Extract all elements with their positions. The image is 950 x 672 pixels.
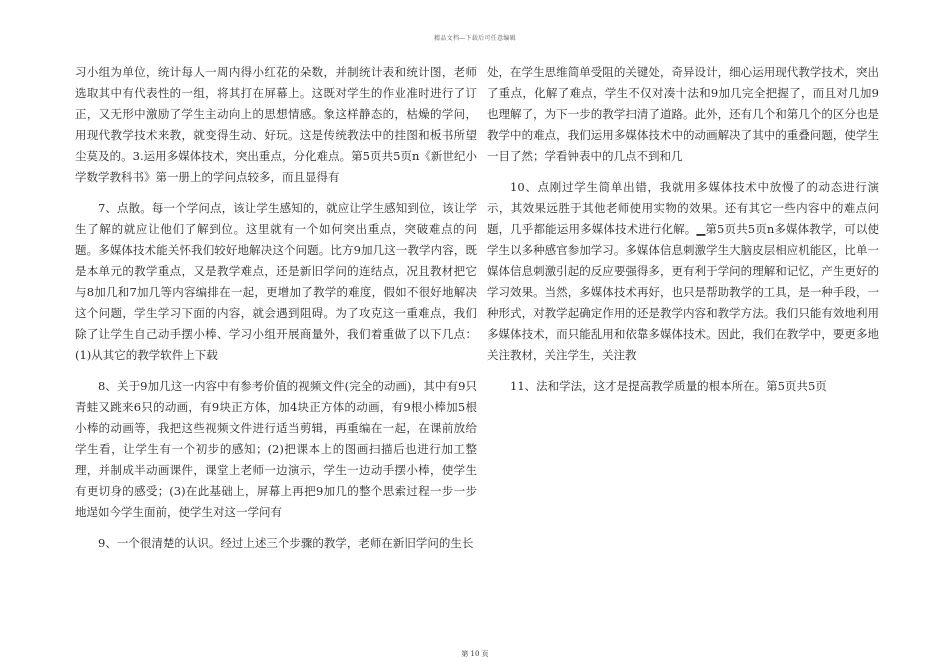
paragraph: 8、关于9加几这一内容中有参考价值的视频文件(完全的动画)，其中有9只青蛙又跳来6只的动画，有9块正方体，加4块正方体的动画，有9根小棒加5根小棒的动画等，我把这些视频文件进行适当剪辑，再重编在一起，在课前放给学生看，让学生有一个初步的感知；(2)把课本上的图画扫描后也进行加工整理，并制成半动画课件，课堂上老师一边演示，学生一边动手摆小棒，使学生有更切身的感受；(3)在此基础上，屏幕上再把9加几的整个思索过程一步一步地逞如今学生面前，使学生对这一学问有	[75, 379, 477, 519]
paragraph: 习小组为单位，统计每人一周内得小红花的朵数，并制统计表和统计图，老师选取其中有代表性的一组，将其打在屏幕上。这既对学生的作业准时进行了订正，又无形中激励了学生主动向上的思想情感。象这样静态的，枯燥的学问，用现代教学技术来教，就变得生动、好玩。这是传统教法中的挂图和板书所望尘莫及的。3.运用多媒体技术，突出重点，分化难点。第5页共5页n《新世纪小学数学教科书》第一册上的学问点较多，而且显得有	[75, 65, 477, 184]
left-column	[75, 62, 477, 564]
paragraph: 10、点刚过学生简单出错，我就用多媒体技术中放慢了的动态进行演示，其效果远胜于其他老师使用实物的效果。还有其它一些内容中的难点问题，几乎都能运用多媒体技术进行化解。▁第5页共5页n多媒体教学，可以使学生以多种感官参加学习。多媒体信息刺激学生大脑皮层相应机能区，比单一媒体信息刺激引起的反应要强得多，更有利于学问的理解和记忆，产生更好的学习效果。当然，多媒体技术再好，也只是帮助教学的工具，是一种手段，一种形式，对教学起确定作用的还是教学内容和教学方法。我们只能有效地利用多媒体技术，而只能乱用和依靠多媒体技术。因此，我们在教学中，要更多地关注教材，关注学生，关注教	[487, 180, 879, 362]
right-column	[487, 62, 879, 407]
page-number: 第 10 页	[461, 650, 489, 658]
paragraph: 11、法和学法，这才是提高教学质量的根本所在。第5页共5页	[510, 379, 827, 393]
paragraph: 9、一个很清楚的认识。经过上述三个步骤的教学，老师在新旧学问的生长	[98, 536, 474, 550]
paragraph: 处，在学生思维简单受阻的关键处，奇异设计，细心运用现代教学技术，突出了重点，化解了难点，学生不仅对凑十法和9加几完全把握了，而且对几加9也理解了，为下一步的教学扫清了道路。此外，还有几个和第几个的区分也是教学中的难点，我们运用多媒体技术中的动画解决了其中的重叠问题，使学生一目了然；学看钟表中的几点不到和几	[487, 65, 879, 163]
paragraph: 7、点散。每一个学问点，该让学生感知的，就应让学生感知到位，该让学生了解的就应让他们了解到位。这里就有一个如何突出重点，突破难点的问题。多媒体技术能关怀我们较好地解决这个问题。比方9加几这一教学内容，既是本单元的教学重点，又是教学难点，还是新旧学问的连结点，况且教材把它与8加几和7加几等内容编排在一起，更增加了教学的难度，假如不很好地解决这个问题，学生学习下面的内容，就会遇到阻碍。为了攻克这一重难点，我们除了让学生自己动手摆小棒、学习小组开展商量外，我们着重做了以下几点：(1)从其它的教学软件上下载	[75, 201, 477, 362]
page-header: 精品文档—下载后可任意编辑	[434, 35, 516, 42]
